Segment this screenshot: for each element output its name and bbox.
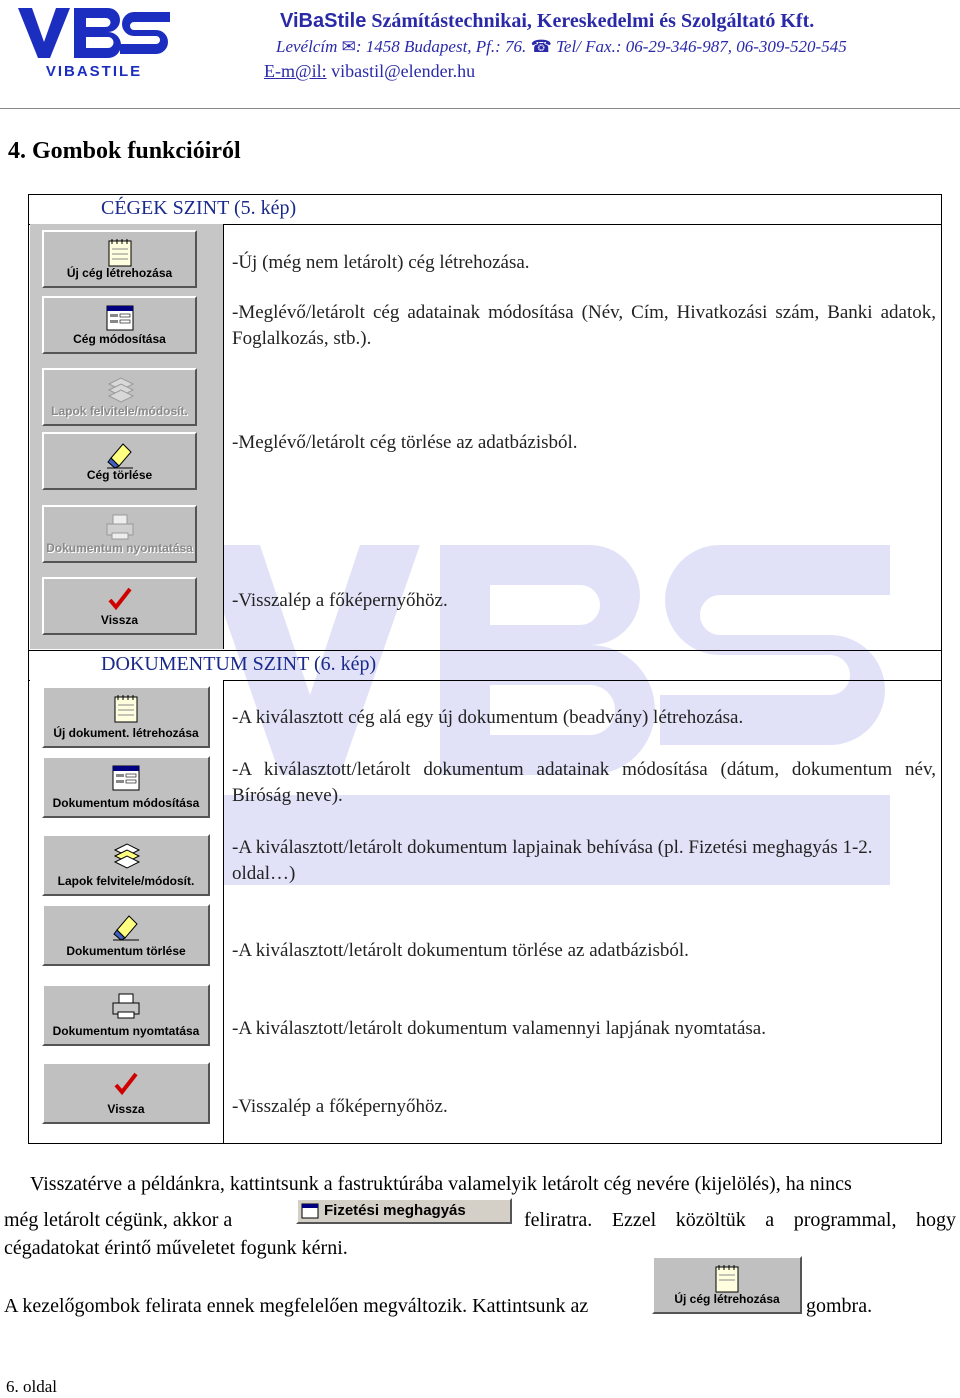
paragraph-line: feliratra. Ezzel közöltük a programmal, hogy <box>524 1209 956 1231</box>
back-button[interactable] <box>42 1062 210 1124</box>
eraser-icon <box>105 440 135 470</box>
email-line: E-m@il: vibastil@elender.hu <box>264 61 476 81</box>
email-link[interactable]: vibastil@elender.hu <box>326 61 476 81</box>
paragraph-line: még letárolt cégünk, akkor a <box>4 1209 233 1231</box>
new-company-button-inline[interactable] <box>652 1256 802 1314</box>
fizetesi-meghagyas-button[interactable] <box>296 1198 512 1224</box>
new-company-button[interactable] <box>42 230 197 288</box>
print-document-button[interactable] <box>42 984 210 1046</box>
cegek-section-header: CÉGEK SZINT (5. kép) <box>29 195 941 225</box>
paragraph-line: cégadatokat érintő műveletet fogunk kérni. <box>4 1237 348 1259</box>
modify-document-button[interactable] <box>42 756 210 818</box>
description: -A kiválasztott/letárolt dokumentum törlése az adatbázisból. <box>232 940 689 961</box>
paragraph-line: gombra. <box>806 1295 873 1317</box>
brand-name: ViBaStile <box>280 10 367 32</box>
form-window-icon <box>111 764 141 792</box>
eraser-icon <box>111 912 141 942</box>
company-name: ViBaStile Számítástechnikai, Kereskedelmi és Szolgáltató Kft. <box>280 10 815 32</box>
description: -A kiválasztott/letárolt dokumentum valamennyi lapjának nyomtatása. <box>232 1018 766 1039</box>
button-label: Vissza <box>107 1102 145 1116</box>
description: -Meglévő/letárolt cég adatainak módosítása (Név, Cím, Hivatkozási szám, Banki adatok, Foglalkozás, stb.). <box>232 302 936 349</box>
button-label: Dokumentum törlése <box>66 944 186 958</box>
header-divider <box>0 108 960 109</box>
back-button[interactable] <box>42 577 197 635</box>
button-label: Vissza <box>100 613 139 627</box>
button-label: Dokumentum nyomtatása <box>46 541 193 555</box>
description: -Új (még nem letárolt) cég létrehozása. <box>232 252 530 273</box>
phone-icon: ☎ <box>530 37 552 56</box>
svg-text:VIBASTILE: VIBASTILE <box>45 63 143 80</box>
button-label: Lapok felvitele/módosít. <box>51 404 188 418</box>
delete-document-button[interactable] <box>42 904 210 966</box>
printer-icon <box>104 513 136 541</box>
column-divider <box>223 224 224 649</box>
delete-company-button[interactable] <box>42 432 197 490</box>
modify-company-button[interactable] <box>42 296 197 354</box>
form-window-icon <box>105 304 135 332</box>
notepad-icon <box>107 238 133 268</box>
print-document-button[interactable] <box>42 505 197 563</box>
description: -A kiválasztott/letárolt dokumentum adatainak módosítása (dátum, dokumentum név, Bíróság neve). <box>232 759 936 806</box>
paragraph-line: A kezelőgombok felirata ennek megfelelően megváltozik. Kattintsunk az <box>4 1295 589 1317</box>
checkmark-icon <box>106 585 134 613</box>
pages-icon <box>105 376 135 404</box>
description: -A kiválasztott cég alá egy új dokumentum (beadvány) létrehozása. <box>232 707 744 728</box>
paragraph-line: Visszatérve a példánkra, kattintsunk a fastruktúrába valamelyik letárolt cég nevére (kijelölés), ha nincs <box>30 1173 852 1195</box>
description: -Meglévő/letárolt cég törlése az adatbázisból. <box>232 432 578 453</box>
document-icon <box>301 1203 319 1219</box>
button-label: Lapok felvitele/módosít. <box>57 874 195 888</box>
button-label: Cég módosítása <box>73 332 166 346</box>
notepad-icon <box>113 694 139 724</box>
new-document-button[interactable] <box>42 686 210 748</box>
button-label: Fizetési meghagyás <box>324 1202 466 1219</box>
button-label: Cég törlése <box>86 468 153 482</box>
description: -Visszalép a főképernyőhöz. <box>232 1096 448 1117</box>
dokumentum-section-header: DOKUMENTUM SZINT (6. kép) <box>29 650 941 681</box>
pages-icon <box>111 842 141 870</box>
pages-edit-button[interactable] <box>42 368 197 426</box>
button-label: Új cég létrehozása <box>674 1292 780 1306</box>
column-divider <box>223 680 224 1143</box>
description: -Visszalép a főképernyőhöz. <box>232 590 448 611</box>
notepad-icon <box>714 1264 740 1294</box>
vibastile-logo <box>14 4 174 82</box>
envelope-icon: ✉ <box>341 37 356 56</box>
button-label: Új cég létrehozása <box>66 266 173 280</box>
address-line: Levélcím ✉: 1458 Budapest, Pf.: 76. ☎ Tel/ Fax.: 06-29-346-987, 06-309-520-545 <box>276 37 847 56</box>
pages-edit-button[interactable] <box>42 834 210 896</box>
button-label: Dokumentum nyomtatása <box>52 1024 200 1038</box>
button-label: Dokumentum módosítása <box>52 796 200 810</box>
button-label: Új dokument. létrehozása <box>53 726 199 740</box>
checkmark-icon <box>112 1070 140 1098</box>
printer-icon <box>110 992 142 1020</box>
description: -A kiválasztott/letárolt dokumentum lapjainak behívása (pl. Fizetési meghagyás 1-2. oldal…) <box>232 837 873 884</box>
page-number: 6. oldal <box>6 1377 57 1396</box>
section-title: 4. Gombok funkcióiról <box>8 138 241 164</box>
